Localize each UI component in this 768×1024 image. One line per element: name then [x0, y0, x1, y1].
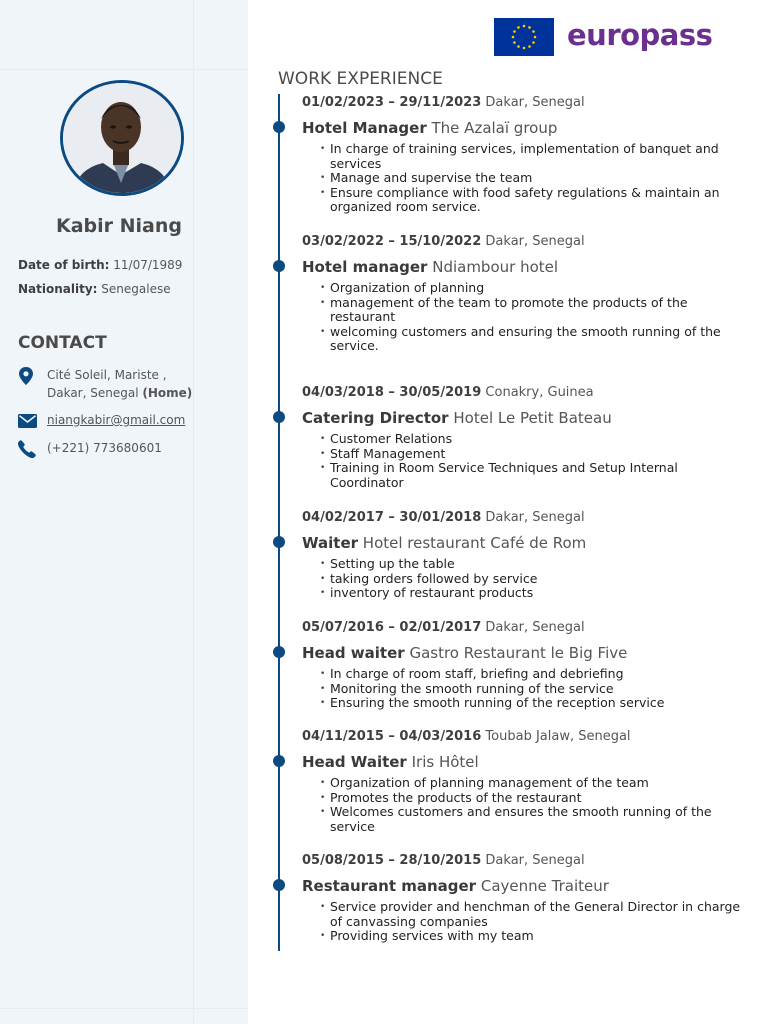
experience-entry [302, 620, 742, 711]
entry-date-line [302, 385, 742, 401]
bullet-item: • welcoming customers and ensuring the smooth running of the service. [320, 325, 742, 354]
bullet-item: • taking orders followed by service [320, 572, 742, 587]
bullet-item: • Service provider and henchman of the General Director in charge of canvassing companies [320, 900, 742, 929]
entry-bullets [302, 557, 742, 601]
eu-star [532, 30, 535, 33]
timeline-dot [273, 411, 285, 423]
entry-date-line [302, 510, 742, 526]
map-pin-icon [18, 367, 34, 385]
bullet-item: • In charge of room staff, briefing and debriefing [320, 667, 742, 682]
entry-dates: 05/08/2015 – 28/10/2015 [302, 853, 482, 868]
entry-dates: 04/11/2015 – 04/03/2016 [302, 729, 482, 744]
entry-bullets [302, 900, 742, 944]
bullet-item: • Organization of planning management of the team [320, 776, 742, 791]
timeline-dot [273, 755, 285, 767]
sidebar-guide-line-bottom [0, 1008, 248, 1009]
eu-star [523, 25, 526, 28]
contact-heading: CONTACT [18, 333, 107, 353]
bullet-item: • Promotes the products of the restaurant [320, 791, 742, 806]
entry-bullets [302, 667, 742, 711]
timeline-dot [273, 260, 285, 272]
entry-role [302, 644, 742, 662]
entry-location: Dakar, Senegal [485, 234, 585, 249]
bullet-item: • Monitoring the smooth running of the service [320, 682, 742, 697]
dob-value: 11/07/1989 [113, 258, 183, 272]
experience-entry [302, 729, 742, 834]
bullet-item: • Providing services with my team [320, 929, 742, 944]
timeline-dot [273, 646, 285, 658]
entry-date-line [302, 95, 742, 111]
entry-employer: Hotel Le Petit Bateau [453, 409, 612, 427]
eu-star [513, 30, 516, 33]
entry-employer: Gastro Restaurant le Big Five [409, 644, 628, 662]
entry-bullets [302, 432, 742, 490]
entry-employer: Cayenne Traiteur [480, 877, 609, 895]
entry-employer: Iris Hôtel [411, 753, 479, 771]
bullet-item: • Customer Relations [320, 432, 742, 447]
nationality [18, 282, 171, 296]
entry-employer: The Azalaï group [431, 119, 558, 137]
nationality-label: Nationality: [18, 282, 98, 296]
timeline-dot [273, 121, 285, 133]
work-experience-heading: WORK EXPERIENCE [278, 69, 443, 89]
entry-dates: 05/07/2016 – 02/01/2017 [302, 620, 482, 635]
bullet-item: • In charge of training services, implementation of banquet and services [320, 142, 742, 171]
entry-title: Hotel Manager [302, 119, 427, 137]
bullet-item: • Manage and supervise the team [320, 171, 742, 186]
entry-bullets [302, 142, 742, 215]
entry-role [302, 877, 742, 895]
entry-location: Toubab Jalaw, Senegal [485, 729, 631, 744]
timeline-dot [273, 536, 285, 548]
experience-entry [302, 510, 742, 601]
dob-label: Date of birth: [18, 258, 110, 272]
eu-star [517, 45, 520, 48]
entry-role [302, 258, 742, 276]
eu-star [523, 47, 526, 50]
entry-location: Dakar, Senegal [485, 853, 585, 868]
entry-date-line [302, 234, 742, 250]
entry-location: Dakar, Senegal [485, 620, 585, 635]
experience-entry [302, 853, 742, 944]
address-type: (Home) [142, 386, 193, 400]
address-city: Dakar, Senegal [47, 386, 139, 400]
timeline-dot [273, 879, 285, 891]
entry-location: Conakry, Guinea [485, 385, 594, 400]
phone-icon [18, 440, 36, 458]
experience-entry [302, 234, 742, 354]
entry-dates: 03/02/2022 – 15/10/2022 [302, 234, 482, 249]
entry-bullets [302, 776, 742, 834]
bullet-item: • Welcomes customers and ensures the smooth running of the service [320, 805, 742, 834]
eu-star [534, 36, 537, 39]
entry-title: Catering Director [302, 409, 449, 427]
bullet-item: • Setting up the table [320, 557, 742, 572]
entry-role [302, 753, 742, 771]
timeline-line [278, 94, 280, 951]
sidebar [0, 0, 248, 1024]
sidebar-guide-line-top [0, 69, 248, 70]
entry-dates: 01/02/2023 – 29/11/2023 [302, 95, 482, 110]
email-link[interactable]: niangkabir@gmail.com [47, 413, 186, 427]
date-of-birth [18, 258, 182, 272]
entry-role [302, 119, 742, 137]
bullet-item: • Ensure compliance with food safety regulations & maintain an organized room service. [320, 186, 742, 215]
address-line-1: Cité Soleil, Mariste , [47, 368, 167, 382]
bullet-item: • Organization of planning [320, 281, 742, 296]
eu-star [517, 26, 520, 29]
person-name: Kabir Niang [55, 215, 182, 237]
europass-logo-text: europass [567, 18, 713, 52]
entry-date-line [302, 620, 742, 636]
eu-star [512, 36, 515, 39]
eu-star [528, 26, 531, 29]
entry-role [302, 534, 742, 552]
bullet-item: • Training in Room Service Techniques and Setup Internal Coordinator [320, 461, 742, 490]
profile-photo [60, 80, 184, 196]
entry-employer: Ndiambour hotel [432, 258, 559, 276]
profile-photo-image [63, 83, 181, 193]
entry-title: Head Waiter [302, 753, 407, 771]
entry-title: Waiter [302, 534, 359, 552]
entry-employer: Hotel restaurant Café de Rom [362, 534, 587, 552]
entry-title: Hotel manager [302, 258, 428, 276]
eu-star [528, 45, 531, 48]
contact-phone: (+221) 773680601 [47, 441, 162, 455]
contact-email[interactable] [47, 411, 185, 429]
entry-location: Dakar, Senegal [485, 510, 585, 525]
entry-dates: 04/02/2017 – 30/01/2018 [302, 510, 482, 525]
eu-flag-icon [494, 18, 554, 56]
entry-date-line [302, 729, 742, 745]
entry-location: Dakar, Senegal [485, 95, 585, 110]
entry-title: Restaurant manager [302, 877, 477, 895]
entry-bullets [302, 281, 742, 354]
sidebar-guide-line [193, 0, 194, 1024]
bullet-item: • inventory of restaurant products [320, 586, 742, 601]
experience-entry [302, 385, 742, 490]
contact-address [47, 366, 192, 402]
bullet-item: • Staff Management [320, 447, 742, 462]
experience-entry [302, 95, 742, 215]
envelope-icon [18, 414, 37, 428]
entry-title: Head waiter [302, 644, 405, 662]
eu-star [532, 41, 535, 44]
nationality-value: Senegalese [101, 282, 171, 296]
entry-dates: 04/03/2018 – 30/05/2019 [302, 385, 482, 400]
entry-date-line [302, 853, 742, 869]
entry-role [302, 409, 742, 427]
address-line-2 [47, 384, 192, 402]
bullet-item: • management of the team to promote the products of the restaurant [320, 296, 742, 325]
eu-star [513, 41, 516, 44]
bullet-item: • Ensuring the smooth running of the reception service [320, 696, 742, 711]
